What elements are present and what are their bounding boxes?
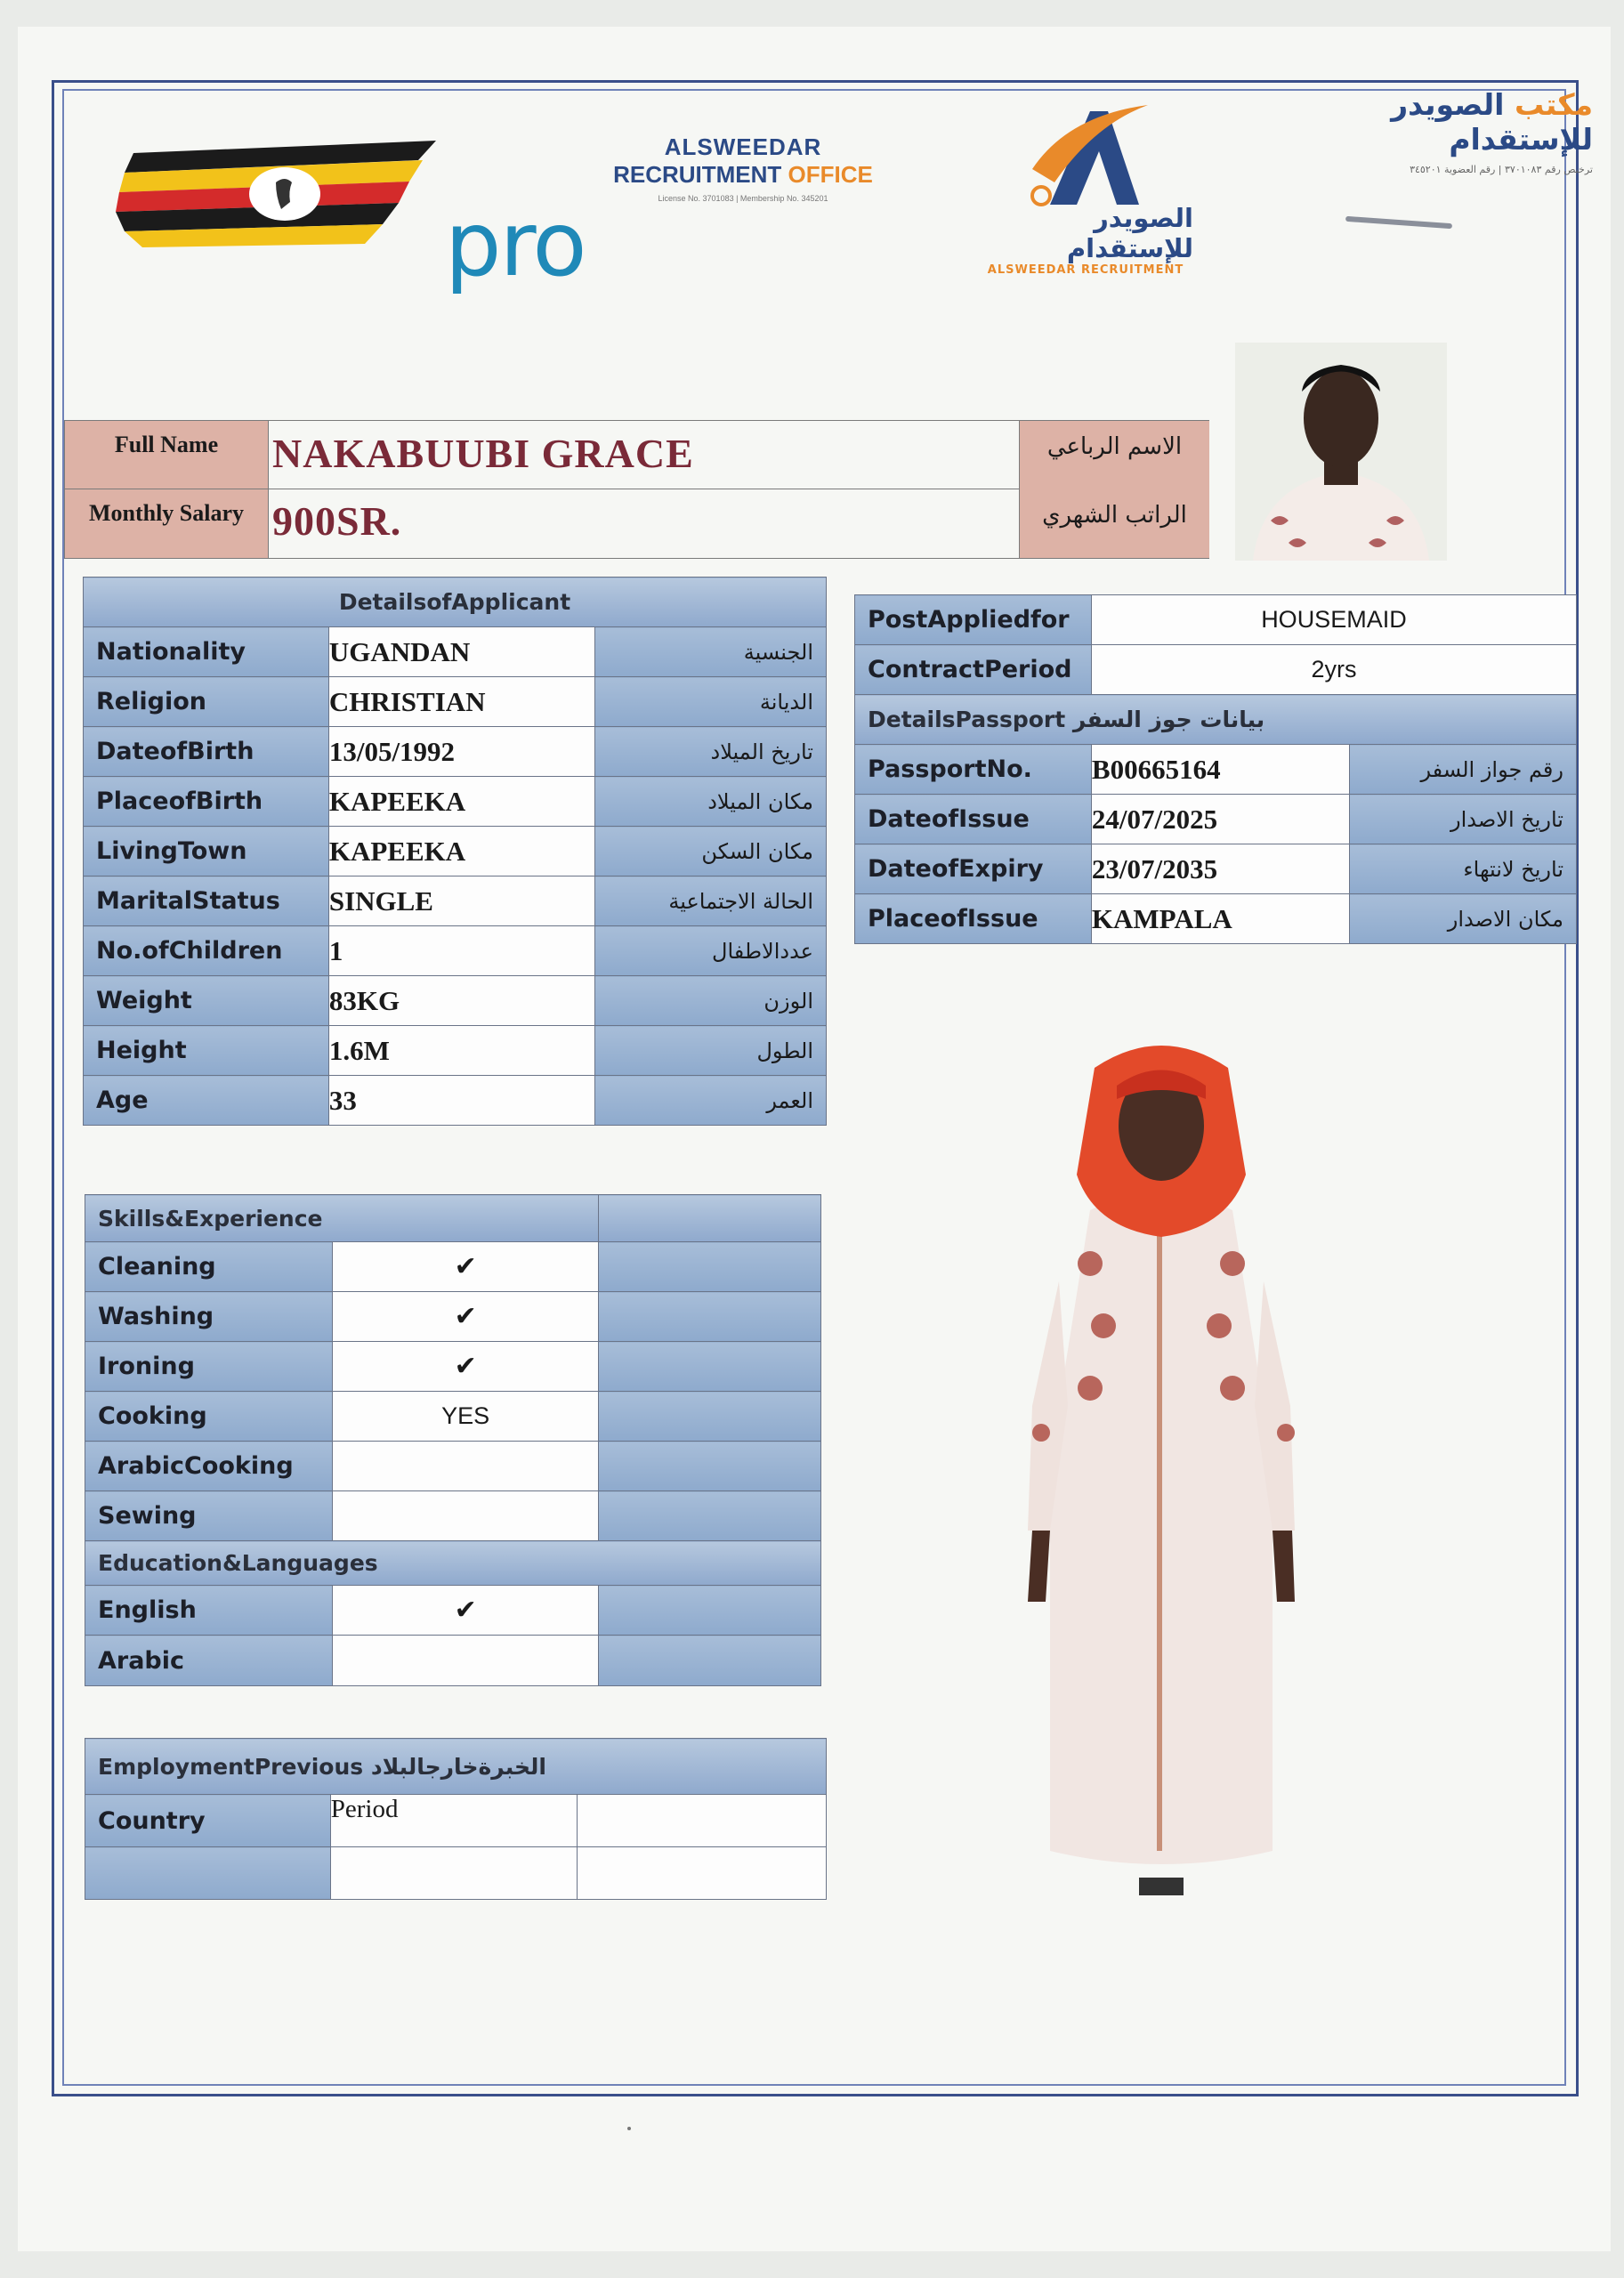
dob-arabic: تاريخ الميلاد — [595, 727, 827, 777]
religion-label: Religion — [84, 677, 329, 727]
skills-title: Skills&Experience — [85, 1195, 599, 1242]
passport-no-label: PassportNo. — [855, 745, 1092, 795]
full-name-label: Full Name — [114, 432, 219, 457]
applicant-details-table — [83, 577, 827, 1126]
arabic-cooking-label: ArabicCooking — [85, 1442, 333, 1491]
previous-employment-table — [85, 1738, 827, 1900]
office-name-ar: الصويدر للإستقدام — [1391, 87, 1593, 157]
employment-title: EmploymentPrevious الخبرةخارجالبلاد — [85, 1739, 827, 1795]
weight-label: Weight — [84, 976, 329, 1026]
salary-label: Monthly Salary — [88, 500, 245, 526]
passport-no-value: B00665164 — [1091, 745, 1349, 795]
table-row — [84, 677, 827, 727]
living-town-value: KAPEEKA — [328, 827, 595, 876]
salary-arabic-cell — [1019, 489, 1209, 558]
height-value: 1.6M — [328, 1026, 595, 1076]
weight-arabic: الوزن — [595, 976, 827, 1026]
skills-header-blank — [599, 1195, 821, 1242]
blank-cell — [599, 1292, 821, 1342]
sewing-value — [332, 1491, 599, 1541]
contract-period-value: 2yrs — [1091, 645, 1576, 695]
post-applied-label: PostAppliedfor — [855, 595, 1092, 645]
blank-cell — [578, 1795, 827, 1847]
marital-status-value: SINGLE — [328, 876, 595, 926]
logo-arabic-name: الصويدر للإستقدام — [1066, 203, 1193, 263]
age-value: 33 — [328, 1076, 595, 1126]
date-of-issue-label: DateofIssue — [855, 795, 1092, 844]
post-passport-table — [854, 594, 1577, 944]
table-row — [855, 795, 1577, 844]
recruitment-word: RECRUITMENT — [613, 161, 782, 188]
pro-logo-text: pro — [445, 192, 586, 296]
dob-value: 13/05/1992 — [328, 727, 595, 777]
table-row — [84, 727, 827, 777]
table-row — [85, 1491, 821, 1541]
table-row — [84, 777, 827, 827]
ironing-value: ✔ — [332, 1342, 599, 1392]
blank-cell — [599, 1491, 821, 1541]
table-row — [85, 1392, 821, 1442]
age-arabic: العمر — [595, 1076, 827, 1126]
arabic-value — [332, 1636, 599, 1686]
full-name-label-cell — [65, 421, 269, 489]
salary-label-cell — [65, 489, 269, 558]
cleaning-label: Cleaning — [85, 1242, 333, 1292]
license-info: License No. 3701083 | Membership No. 345201 — [658, 194, 828, 203]
contract-period-label: ContractPeriod — [855, 645, 1092, 695]
table-row — [84, 627, 827, 677]
table-row — [85, 1795, 827, 1847]
salary-arabic: الراتب الشهري — [1042, 502, 1187, 529]
date-of-issue-value: 24/07/2025 — [1091, 795, 1349, 844]
date-of-expiry-label: DateofExpiry — [855, 844, 1092, 894]
place-of-issue-arabic: مكان الاصدار — [1349, 894, 1577, 944]
table-row — [85, 1586, 821, 1636]
dob-label: DateofBirth — [84, 727, 329, 777]
table-row — [85, 1442, 821, 1491]
religion-value: CHRISTIAN — [328, 677, 595, 727]
skills-table — [85, 1194, 821, 1686]
table-row — [85, 1342, 821, 1392]
applicant-details-title: DetailsofApplicant — [84, 578, 827, 627]
education-title: Education&Languages — [85, 1541, 821, 1586]
children-arabic: عددالاطفال — [595, 926, 827, 976]
applicant-portrait-photo — [1235, 343, 1447, 561]
logo-arabic-caption — [966, 203, 1206, 277]
english-label: English — [85, 1586, 333, 1636]
blank-cell — [85, 1847, 331, 1900]
table-row — [84, 976, 827, 1026]
table-row — [855, 645, 1577, 695]
table-row — [84, 1076, 827, 1126]
cooking-label: Cooking — [85, 1392, 333, 1442]
marital-status-arabic: الحالة الاجتماعية — [595, 876, 827, 926]
place-of-birth-arabic: مكان الميلاد — [595, 777, 827, 827]
blank-cell — [599, 1242, 821, 1292]
speck — [627, 2127, 631, 2130]
marital-status-label: MaritalStatus — [84, 876, 329, 926]
company-name-line1: ALSWEEDAR — [664, 133, 822, 160]
date-of-expiry-value: 23/07/2035 — [1091, 844, 1349, 894]
logo-english-name: ALSWEEDAR RECRUITMENT — [987, 263, 1184, 277]
height-arabic: الطول — [595, 1026, 827, 1076]
passport-no-arabic: رقم جواز السفر — [1349, 745, 1577, 795]
living-town-label: LivingTown — [84, 827, 329, 876]
letter-a-logo — [1014, 98, 1157, 214]
applicant-full-body-photo — [1006, 1032, 1317, 1895]
english-value: ✔ — [332, 1586, 599, 1636]
blank-cell — [599, 1636, 821, 1686]
blank-cell — [578, 1847, 827, 1900]
blank-cell — [599, 1392, 821, 1442]
table-row — [855, 844, 1577, 894]
full-name-arabic-cell — [1019, 421, 1209, 489]
table-row — [84, 926, 827, 976]
date-of-expiry-arabic: تاريخ لانتهاء — [1349, 844, 1577, 894]
place-of-issue-label: PlaceofIssue — [855, 894, 1092, 944]
ironing-label: Ironing — [85, 1342, 333, 1392]
country-column-label: Country — [85, 1795, 331, 1847]
office-word-arabic: مكتب — [1514, 87, 1593, 122]
living-town-arabic: مكان السكن — [595, 827, 827, 876]
table-row — [84, 1026, 827, 1076]
children-value: 1 — [328, 926, 595, 976]
sewing-label: Sewing — [85, 1491, 333, 1541]
place-of-birth-value: KAPEEKA — [328, 777, 595, 827]
arabic-label: Arabic — [85, 1636, 333, 1686]
blank-cell — [599, 1442, 821, 1491]
name-salary-box — [64, 420, 1209, 559]
washing-value: ✔ — [332, 1292, 599, 1342]
table-row — [84, 827, 827, 876]
height-label: Height — [84, 1026, 329, 1076]
table-row — [85, 1292, 821, 1342]
nationality-value: UGANDAN — [328, 627, 595, 677]
blank-cell — [599, 1586, 821, 1636]
table-row — [855, 595, 1577, 645]
nationality-arabic: الجنسية — [595, 627, 827, 677]
nationality-label: Nationality — [84, 627, 329, 677]
cleaning-value: ✔ — [332, 1242, 599, 1292]
children-label: No.ofChildren — [84, 926, 329, 976]
table-row — [85, 1242, 821, 1292]
full-name-arabic: الاسم الرباعي — [1046, 433, 1183, 460]
office-word: OFFICE — [788, 161, 873, 188]
period-column-label: Period — [330, 1795, 578, 1847]
office-license-arabic: ترخيص رقم ٣٧٠١٠٨٣ | رقم العضوية ٣٤٥٢٠١ — [1410, 164, 1593, 175]
full-name-value: NAKABUUBI GRACE — [272, 431, 694, 476]
date-of-issue-arabic: تاريخ الاصدار — [1349, 795, 1577, 844]
blank-cell — [330, 1847, 578, 1900]
age-label: Age — [84, 1076, 329, 1126]
office-title-arabic — [1246, 87, 1593, 157]
place-of-issue-value: KAMPALA — [1091, 894, 1349, 944]
uganda-flag-logo — [116, 133, 463, 249]
table-row — [855, 745, 1577, 795]
blank-cell — [599, 1342, 821, 1392]
weight-value: 83KG — [328, 976, 595, 1026]
arabic-cooking-value — [332, 1442, 599, 1491]
passport-details-title: DetailsPassport بيانات جوز السفر — [855, 695, 1577, 745]
cooking-value: YES — [332, 1392, 599, 1442]
washing-label: Washing — [85, 1292, 333, 1342]
table-row — [85, 1636, 821, 1686]
table-row — [85, 1847, 827, 1900]
place-of-birth-label: PlaceofBirth — [84, 777, 329, 827]
post-applied-value: HOUSEMAID — [1091, 595, 1576, 645]
office-name-arabic — [1246, 87, 1593, 175]
religion-arabic: الديانة — [595, 677, 827, 727]
company-name-line2 — [596, 161, 890, 189]
salary-value: 900SR. — [272, 498, 402, 544]
table-row — [84, 876, 827, 926]
table-row — [855, 894, 1577, 944]
company-name-en — [596, 133, 890, 203]
